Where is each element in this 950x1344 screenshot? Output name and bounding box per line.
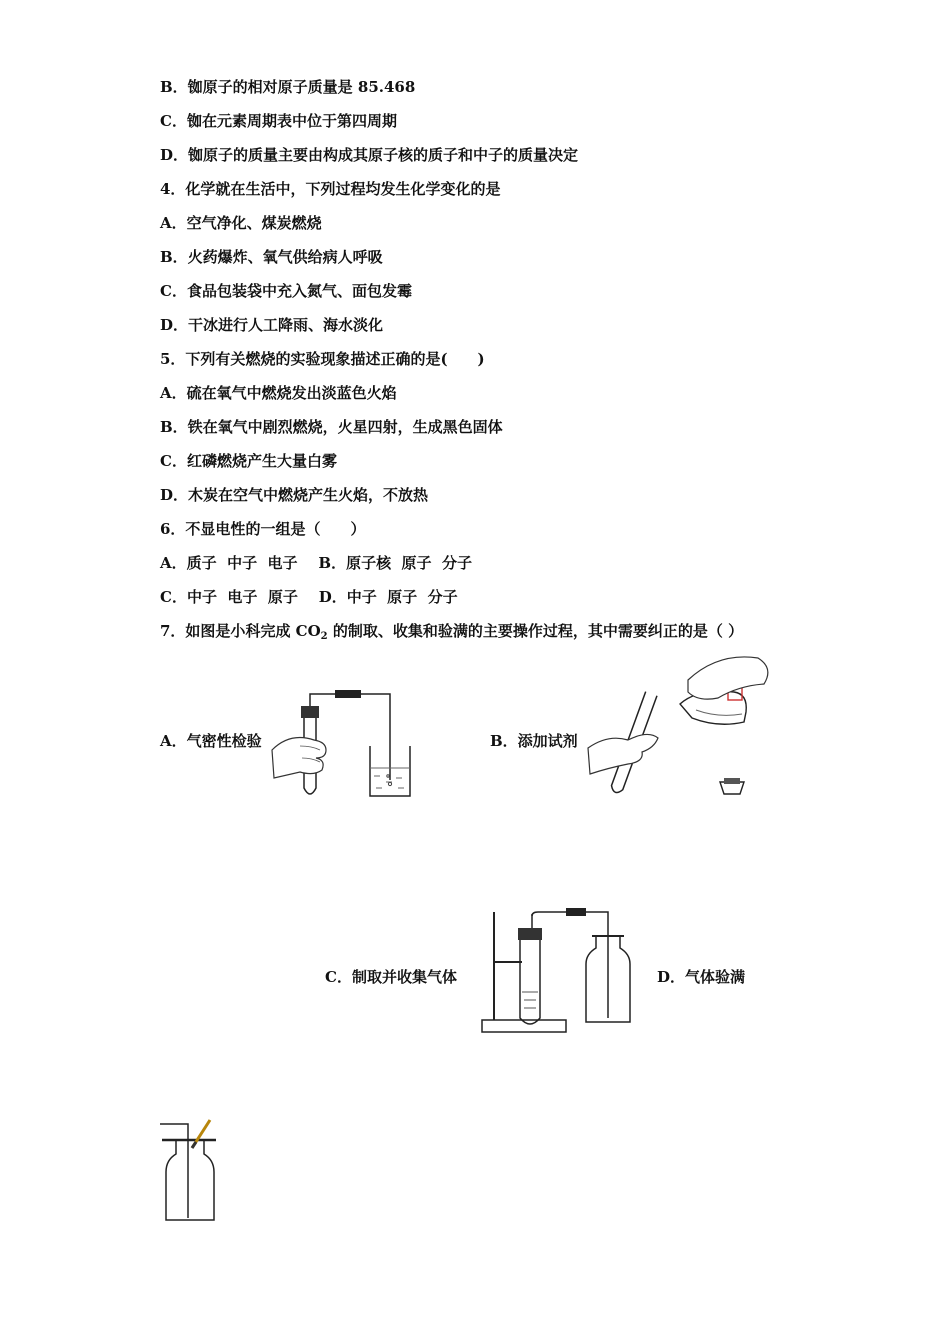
q7-label-d: D．气体验满	[657, 968, 746, 986]
gas-production-apparatus-illustration	[478, 908, 638, 1036]
q5-stem: 5．下列有关燃烧的实验现象描述正确的是( )	[160, 350, 485, 368]
airtightness-check-illustration	[270, 688, 420, 800]
q4-option-d: D．干冰进行人工降雨、海水淡化	[160, 316, 384, 334]
gas-fullness-test-illustration	[158, 1118, 228, 1224]
q3-option-d: D．铷原子的质量主要由构成其原子核的质子和中子的质量决定	[160, 146, 579, 164]
q7-label-c: C．制取并收集气体	[325, 968, 457, 986]
q7-stem: 7．如图是小科完成 $CO_2$ 的制取、收集和验满的主要操作过程，其中需要纠正的是（ ）	[160, 622, 744, 642]
q7-label-b: B．添加试剂	[490, 732, 578, 750]
q4-option-b: B．火药爆炸、氧气供给病人呼吸	[160, 248, 383, 266]
q5-option-b: B．铁在氧气中剧烈燃烧，火星四射，生成黑色固体	[160, 418, 503, 436]
q4-option-c: C．食品包装袋中充入氮气、面包发霉	[160, 282, 412, 300]
q3-option-b: B．铷原子的相对原子质量是 85.468	[160, 78, 416, 96]
q3-option-c: C．铷在元素周期表中位于第四周期	[160, 112, 397, 130]
q7-label-a: A．气密性检验	[160, 732, 262, 750]
q5-option-c: C．红磷燃烧产生大量白雾	[160, 452, 337, 470]
adding-reagent-illustration	[588, 652, 778, 802]
q4-option-a: A．空气净化、煤炭燃烧	[160, 214, 322, 232]
q5-option-d: D．木炭在空气中燃烧产生火焰，不放热	[160, 486, 429, 504]
q6-options-row-1: A．质子 中子 电子 B．原子核 原子 分子	[160, 554, 472, 572]
q4-stem: 4．化学就在生活中，下列过程均发生化学变化的是	[160, 180, 501, 198]
q6-options-row-2: C．中子 电子 原子 D．中子 原子 分子	[160, 588, 458, 606]
q5-option-a: A．硫在氧气中燃烧发出淡蓝色火焰	[160, 384, 397, 402]
q6-stem: 6．不显电性的一组是（ ）	[160, 520, 366, 538]
